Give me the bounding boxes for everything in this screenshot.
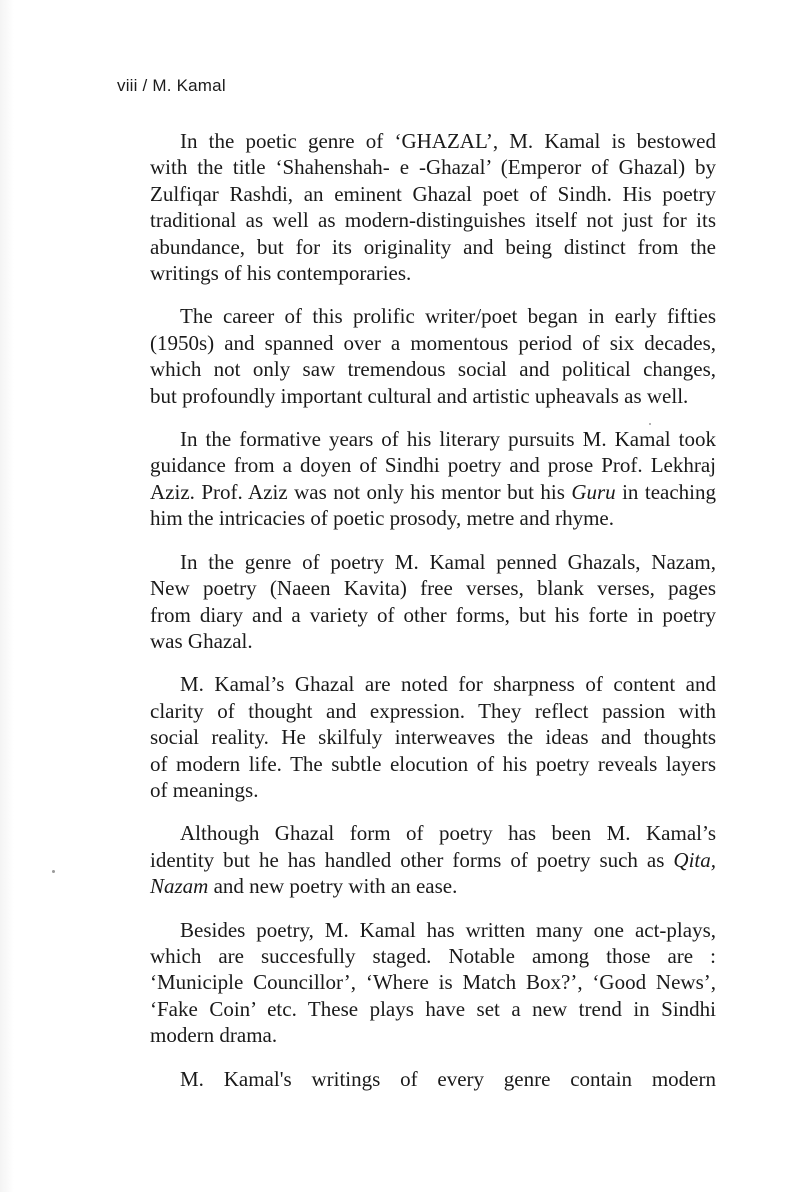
text-line: ‘Municiple Councillor’, ‘Where is Match Box?’, ‘Good News’, [150, 970, 716, 995]
text-line: In the poetic genre of ‘GHAZAL’, M. Kamal is bestowed [180, 129, 716, 153]
text-line: The career of this prolific writer/poet began in early fifties [180, 304, 716, 329]
text-line: social reality. He skilfuly interweaves the ideas and thoughts [150, 725, 716, 750]
italic-term-qita: Qita, [673, 847, 717, 872]
text-line: In the formative years of his literary pursuits M. Kamal took [180, 427, 716, 452]
body-text [120, 128, 716, 1092]
text-line: from diary and a variety of other forms, but his forte in poetry [150, 602, 716, 627]
paragraph-ghazal-qualities [120, 671, 716, 803]
italic-term-guru: Guru [571, 479, 616, 504]
text-segment: Aziz. Prof. Aziz was not only his mentor but his [150, 479, 565, 504]
text-line: (1950s) and spanned over a momentous period of six decades, [150, 330, 716, 355]
text-line: M. Kamal’s Ghazal are noted for sharpness of content and [180, 672, 716, 697]
paragraph-career [120, 303, 716, 409]
paragraph-ghazal-title [120, 128, 716, 286]
text-line: Although Ghazal form of poetry has been M. Kamal’s [180, 821, 716, 846]
paragraph-writings [120, 1066, 716, 1092]
scan-speck [52, 870, 55, 873]
text-line: of modern life. The subtle elocution of his poetry reveals layers [150, 751, 716, 776]
text-line: him the intricacies of poetic prosody, metre and rhyme. [150, 506, 614, 531]
text-segment: identity but he has handled other forms of poetry such as [150, 847, 665, 872]
text-line: New poetry (Naeen Kavita) free verses, blank verses, pages [150, 576, 716, 601]
italic-term-nazam: Nazam [150, 874, 209, 899]
text-segment: and new poetry with an ease. [213, 874, 458, 899]
text-segment: in teaching [622, 479, 716, 504]
text-line: was Ghazal. [150, 628, 253, 653]
text-line: with the title ‘Shahenshah- e -Ghazal’ (Emperor of Ghazal) by [150, 155, 716, 180]
text-line: of meanings. [150, 777, 259, 802]
text-line: modern drama. [150, 1023, 278, 1048]
paragraph-formative-years [120, 426, 716, 532]
text-line [120, 847, 716, 873]
scan-speck [649, 423, 651, 425]
paragraph-plays [120, 917, 716, 1049]
text-line: guidance from a doyen of Sindhi poetry and prose Prof. Lekhraj [150, 453, 716, 478]
text-line: ‘Fake Coin’ etc. These plays have set a new trend in Sindhi [150, 996, 716, 1021]
text-line: which not only saw tremendous social and political changes, [150, 357, 716, 382]
text-line: but profoundly important cultural and artistic upheavals as well. [150, 383, 689, 408]
text-line: In the genre of poetry M. Kamal penned Ghazals, Nazam, [180, 549, 716, 574]
text-line: clarity of thought and expression. They reflect passion with [150, 698, 716, 723]
text-line: which are succesfully staged. Notable among those are : [150, 943, 716, 968]
text-line: abundance, but for its originality and being distinct from the [150, 234, 716, 259]
text-line: writings of his contemporaries. [150, 261, 412, 286]
text-line: Besides poetry, M. Kamal has written many one act-plays, [180, 917, 716, 942]
paragraph-genres [120, 549, 716, 655]
text-line: Zulfiqar Rashdi, an eminent Ghazal poet of Sindh. His poetry [150, 181, 716, 206]
text-line [120, 873, 716, 899]
text-line: M. Kamal's writings of every genre contain modern [180, 1066, 716, 1091]
running-head: viii / M. Kamal [117, 76, 226, 95]
text-line [120, 479, 716, 505]
text-line: traditional as well as modern-distinguishes itself not just for its [150, 208, 716, 233]
paragraph-other-forms [120, 820, 716, 899]
